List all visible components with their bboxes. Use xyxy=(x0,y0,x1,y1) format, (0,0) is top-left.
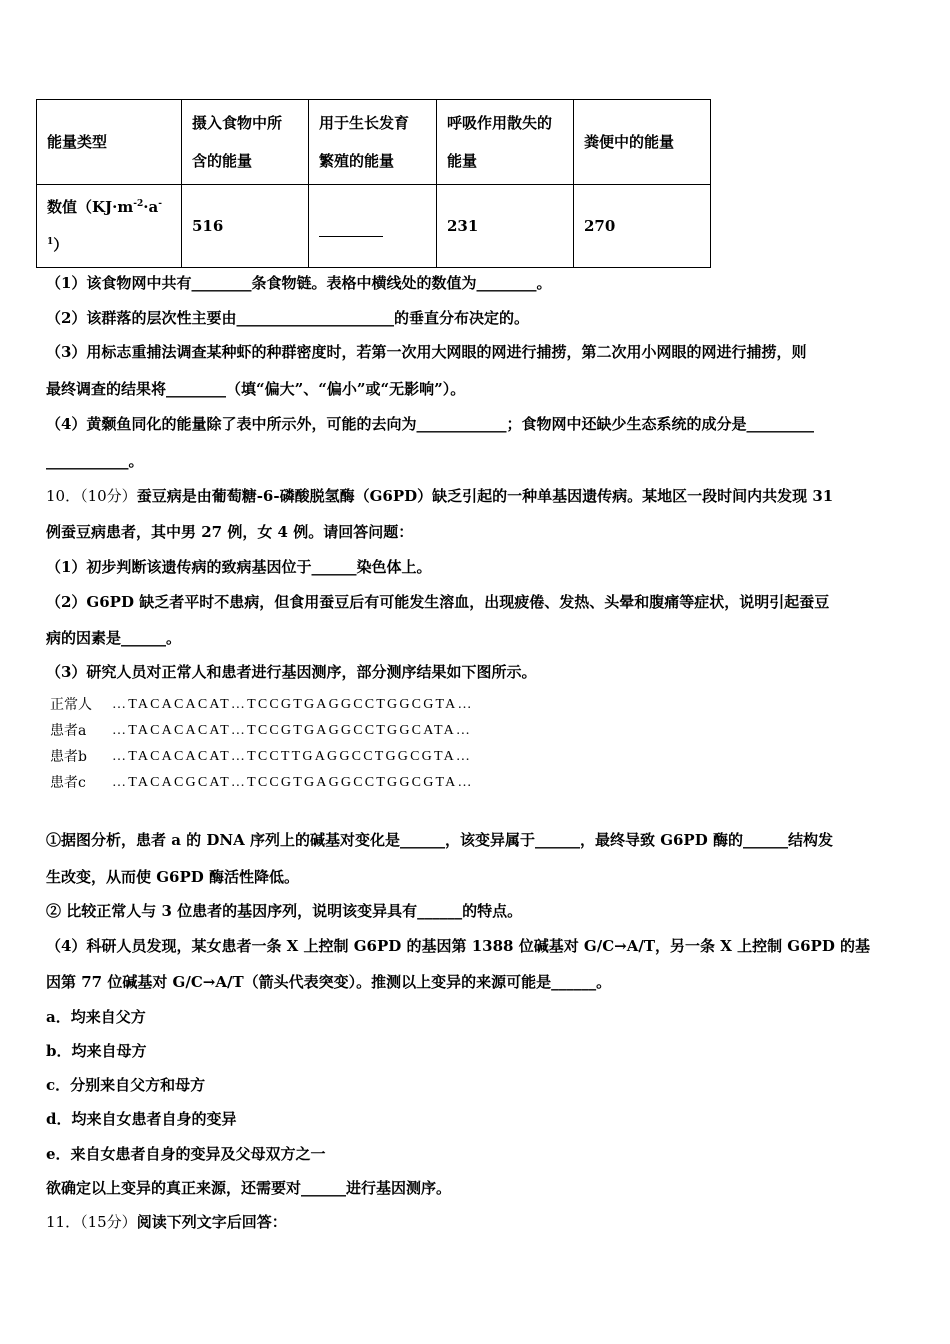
header-cell: 呼吸作用散失的 能量 xyxy=(437,100,574,185)
option-d: d．均来自女患者自身的变异 xyxy=(46,1110,237,1128)
sequence-row xyxy=(50,770,474,796)
q10-intro-text: 蚕豆病是由葡萄糖-6-磷酸脱氢酶（G6PD）缺乏引起的一种单基因遗传病。某地区一段时间内共发现 31 xyxy=(136,487,834,505)
q10-part3: （3）研究人员对正常人和患者进行基因测序，部分测序结果如下图所示。 xyxy=(46,663,537,681)
row-label-cell: 数值（$KJ\cdot m^{-2}\cdot a^-$ $^1$） xyxy=(37,185,182,268)
answer-blank xyxy=(319,218,383,237)
table-row xyxy=(37,185,711,268)
question-number: 11．（15分） xyxy=(46,1213,137,1231)
sequence-figure xyxy=(50,692,474,796)
table-header-row xyxy=(37,100,711,185)
header-cell: 摄入食物中所 含的能量 xyxy=(182,100,309,185)
q11-text: 阅读下列文字后回答： xyxy=(136,1213,287,1231)
sequence-label: 患者b xyxy=(50,749,87,765)
q9-part1: （1）该食物网中共有________条食物链。表格中横线处的数值为________。 xyxy=(46,274,552,292)
q10-final: 欲确定以上变异的真正来源，还需要对______进行基因测序。 xyxy=(46,1179,452,1197)
q9-part4-line2: ___________。 xyxy=(46,452,144,470)
q10-part2-line1: （2）G6PD 缺乏者平时不患病，但食用蚕豆后有可能发生溶血，出现疲倦、发热、头晕和腹痛等症状，说明引起蚕豆 xyxy=(46,593,830,611)
q10-intro-line2: 例蚕豆病患者，其中男 27 例，女 4 例。请回答问题： xyxy=(46,523,414,541)
q10-sub1-line1: ①据图分析，患者 a 的 DNA 序列上的碱基对变化是______，该变异属于______，最终导致 G6PD 酶的______结构发 xyxy=(46,831,833,849)
value-cell: 231 xyxy=(437,185,574,268)
value-cell: 270 xyxy=(574,185,711,268)
sequence-label: 患者a xyxy=(50,723,87,739)
q10-part4-line1: （4）科研人员发现，某女患者一条 X 上控制 G6PD 的基因第 1388 位碱基对 G/C→A/T，另一条 X 上控制 G6PD 的基 xyxy=(46,937,871,955)
sequence-row xyxy=(50,692,474,718)
q10-sub1-line2: 生改变，从而使 G6PD 酶活性降低。 xyxy=(46,868,299,886)
q9-part3-line2: 最终调查的结果将________（填“偏大”、“偏小”或“无影响”）。 xyxy=(46,380,466,398)
sequence-text: …TACACACAT…TCCGTGAGGCCTGGCATA… xyxy=(112,723,473,738)
q9-part4-line1: （4）黄颡鱼同化的能量除了表中所示外，可能的去向为____________；食物网中还缺少生态系统的成分是_________ xyxy=(46,415,814,433)
option-b: b．均来自母方 xyxy=(46,1042,147,1060)
sequence-text: …TACACACAT…TCCTTGAGGCCTGGCGTA… xyxy=(112,749,473,764)
value-cell: 516 xyxy=(182,185,309,268)
q10-part4-line2: 因第 77 位碱基对 G/C→A/T（箭头代表突变）。推测以上变异的来源可能是______。 xyxy=(46,973,612,991)
q10-part1: （1）初步判断该遗传病的致病基因位于______染色体上。 xyxy=(46,558,432,576)
header-cell: 粪便中的能量 xyxy=(574,100,711,185)
sequence-row xyxy=(50,744,474,770)
question-number: 10．（10分） xyxy=(46,487,137,505)
sequence-text: …TACACACAT…TCCGTGAGGCCTGGCGTA… xyxy=(112,697,474,712)
blank-value-cell xyxy=(309,185,437,268)
sequence-label: 正常人 xyxy=(50,697,92,713)
sequence-label: 患者c xyxy=(50,775,86,791)
sequence-text: …TACACGCAT…TCCGTGAGGCCTGGCGTA… xyxy=(112,775,474,790)
header-cell: 用于生长发育 繁殖的能量 xyxy=(309,100,437,185)
sequence-row xyxy=(50,718,474,744)
option-c: c．分别来自父方和母方 xyxy=(46,1076,206,1094)
q10-sub2: ② 比较正常人与 3 位患者的基因序列，说明该变异具有______的特点。 xyxy=(46,902,523,920)
q11-intro xyxy=(46,1212,906,1232)
q10-intro-line1 xyxy=(46,486,906,506)
q9-part3-line1: （3）用标志重捕法调查某种虾的种群密度时，若第一次用大网眼的网进行捕捞，第二次用小网眼的网进行捕捞，则 xyxy=(46,343,807,361)
option-e: e．来自女患者自身的变异及父母双方之一 xyxy=(46,1145,326,1163)
q9-part2: （2）该群落的层次性主要由_____________________的垂直分布决定的。 xyxy=(46,309,529,327)
header-cell: 能量类型 xyxy=(37,100,182,185)
energy-table xyxy=(36,99,711,268)
option-a: a．均来自父方 xyxy=(46,1008,146,1026)
q10-part2-line2: 病的因素是______。 xyxy=(46,629,182,647)
